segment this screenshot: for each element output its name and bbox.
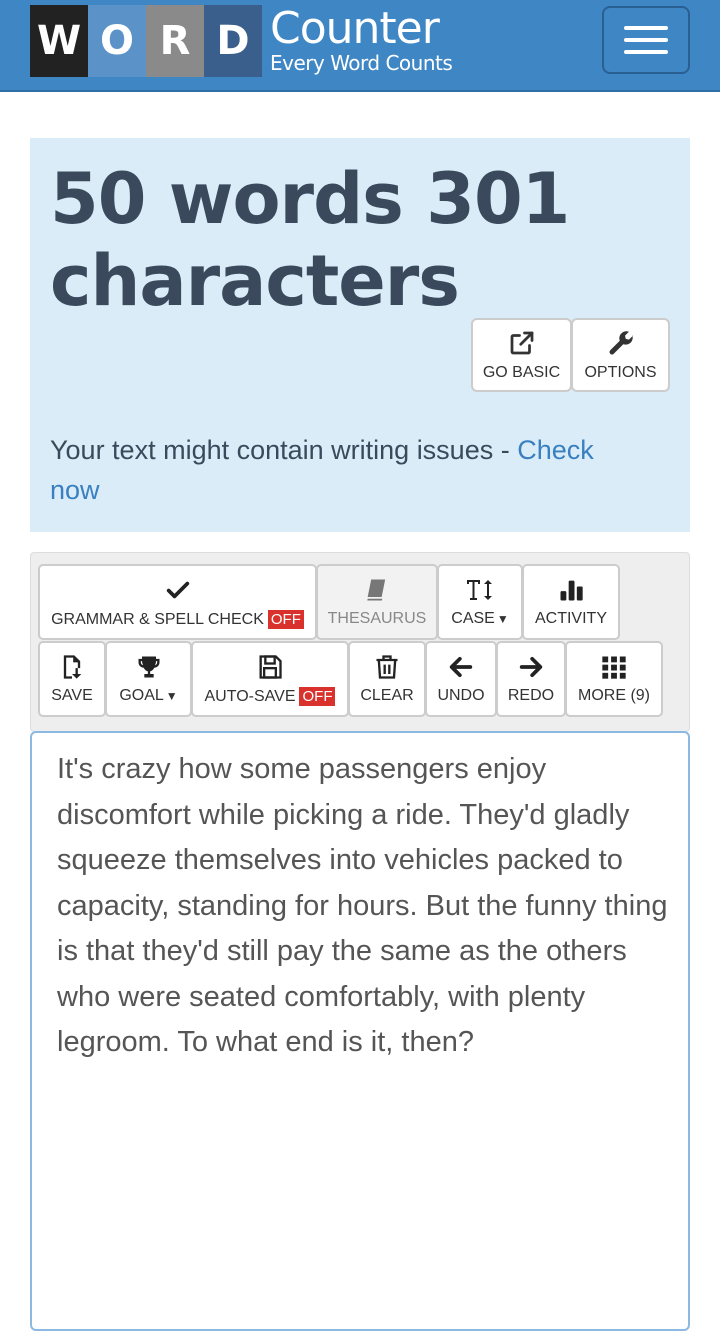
grid-icon (600, 653, 628, 681)
auto-save-label: AUTO-SAVE (204, 687, 296, 705)
word-character-count (50, 158, 670, 322)
grammar-spell-check-button[interactable] (38, 564, 317, 640)
case-dropdown-button[interactable] (437, 564, 523, 640)
more-button[interactable] (565, 641, 663, 717)
bar-chart-icon (557, 576, 585, 604)
thesaurus-label: THESAURUS (327, 610, 427, 627)
site-logo[interactable] (30, 5, 452, 77)
book-icon (363, 576, 391, 604)
thesaurus-button[interactable] (316, 564, 438, 640)
undo-label: UNDO (437, 687, 485, 704)
logo-letter-d: D (204, 5, 262, 77)
writing-issues-text: Your text might contain writing issues - (50, 435, 518, 465)
caret-down-icon: ▼ (496, 612, 509, 626)
save-label: SAVE (51, 687, 93, 704)
clear-button[interactable] (348, 641, 426, 717)
caret-down-icon: ▼ (165, 689, 178, 703)
arrow-left-icon (447, 653, 475, 681)
character-count-label: characters (50, 240, 459, 322)
hamburger-menu-button[interactable] (602, 6, 690, 74)
go-basic-label: GO BASIC (482, 364, 561, 381)
logo-brand (270, 5, 452, 77)
brand-name: Counter (270, 3, 439, 54)
trash-icon (373, 653, 401, 681)
wrench-icon (606, 328, 636, 358)
editor-text[interactable]: It's crazy how some passengers enjoy discomfort while picking a ride. They'd gladly squeeze themselves into vehicles packed to capacity, standing for hours. But the funny thing is that they'd still pay the same as the others who were seated comfortably, with plenty legroom. To what end is it, then? (57, 753, 668, 1058)
word-count-label: words (168, 158, 403, 240)
check-now-link[interactable]: Check now (50, 435, 594, 505)
arrow-right-icon (517, 653, 545, 681)
go-basic-button[interactable] (471, 318, 572, 392)
site-header (0, 0, 720, 92)
external-link-icon (507, 328, 537, 358)
writing-issues-notice (50, 430, 650, 510)
hamburger-icon (624, 26, 668, 30)
activity-button[interactable] (522, 564, 620, 640)
trophy-icon (135, 653, 163, 681)
options-label: OPTIONS (584, 364, 657, 381)
options-button[interactable] (571, 318, 670, 392)
character-count: 301 (426, 158, 570, 240)
grammar-status-badge: OFF (268, 610, 304, 629)
auto-save-status-badge: OFF (299, 687, 335, 706)
hamburger-icon-bar (624, 50, 668, 54)
file-download-icon (58, 653, 86, 681)
auto-save-button[interactable] (191, 641, 349, 717)
text-height-icon (466, 576, 494, 604)
text-input-area[interactable] (30, 731, 690, 1331)
activity-label: ACTIVITY (534, 610, 607, 627)
floppy-disk-icon (256, 653, 284, 681)
logo-letter-r: R (146, 5, 204, 77)
logo-letter-w: W (30, 5, 88, 77)
goal-label: GOAL (119, 687, 164, 704)
grammar-label: GRAMMAR & SPELL CHECK (51, 610, 264, 628)
goal-dropdown-button[interactable] (105, 641, 192, 717)
editor-toolbar (30, 552, 690, 732)
checkmark-icon (164, 576, 192, 604)
save-button[interactable] (38, 641, 106, 717)
redo-button[interactable] (496, 641, 566, 717)
case-label: CASE (451, 610, 495, 627)
undo-button[interactable] (425, 641, 497, 717)
redo-label: REDO (507, 687, 555, 704)
logo-letter-o: O (88, 5, 146, 77)
hamburger-icon-bar (624, 38, 668, 42)
stats-panel (30, 138, 690, 532)
word-count: 50 (50, 158, 146, 240)
brand-tagline: Every Word Counts (270, 51, 453, 75)
more-label: MORE (9) (578, 687, 650, 704)
clear-label: CLEAR (360, 687, 414, 704)
